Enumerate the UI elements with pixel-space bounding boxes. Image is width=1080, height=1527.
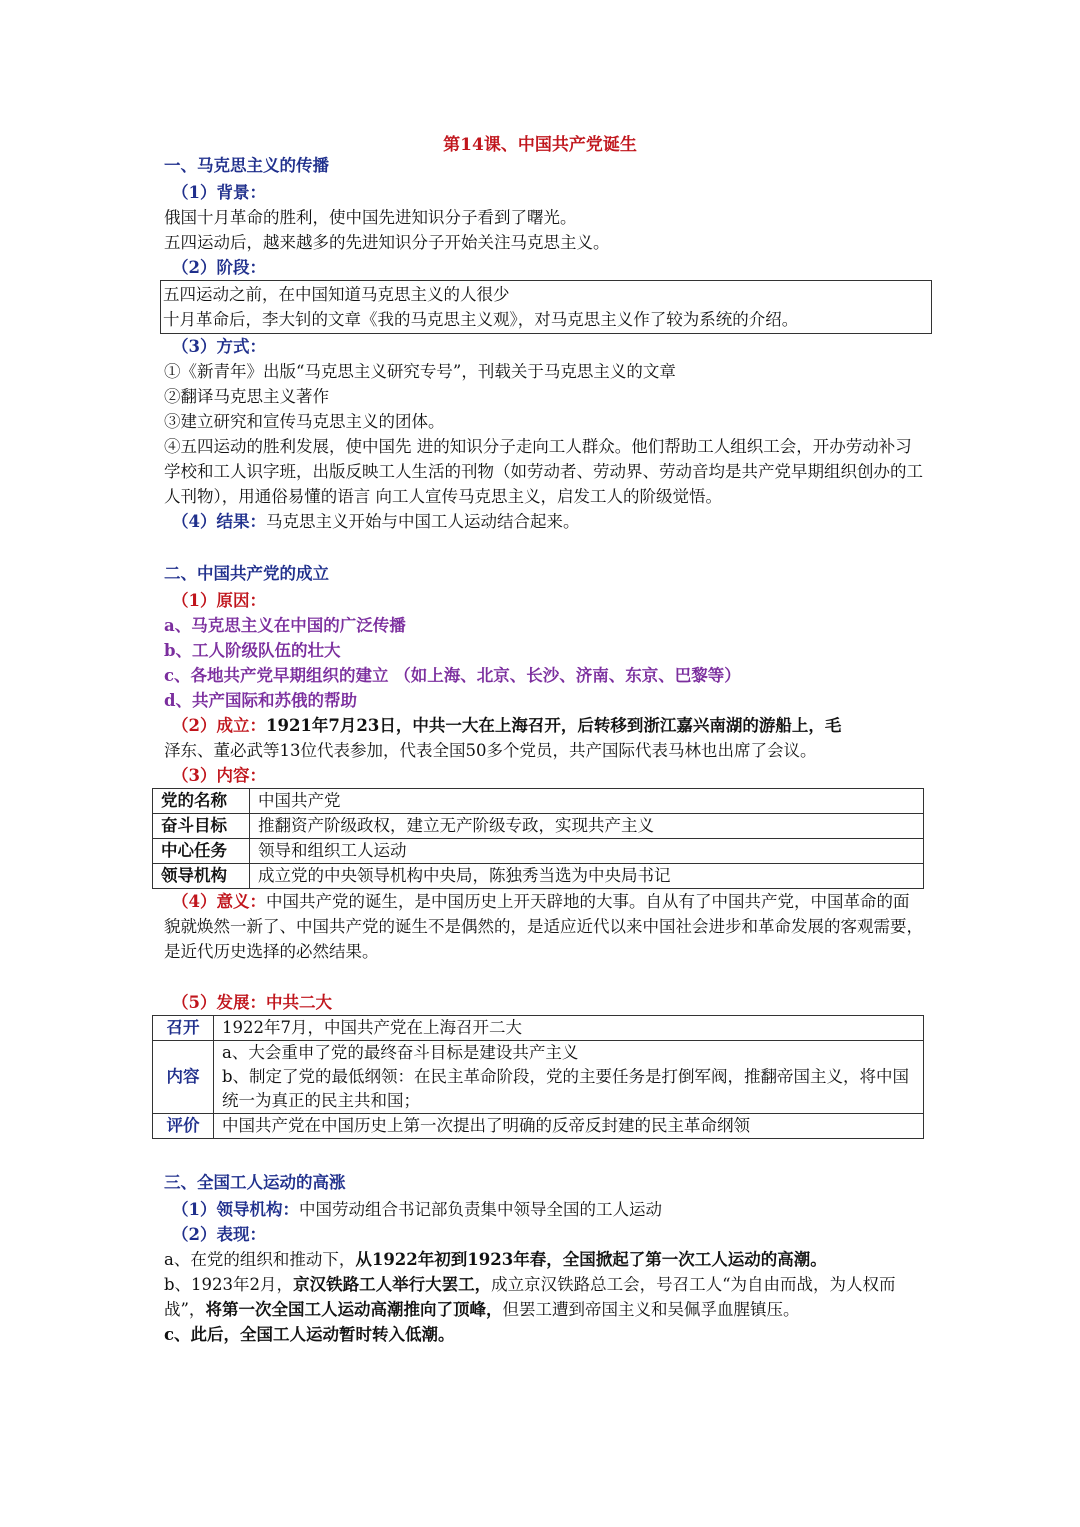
content-label: （3）内容： [172,766,266,785]
stage-box [160,280,932,334]
stage-line-1: 五四运动之前，在中国知道马克思主义的人很少 [163,285,510,304]
founding-line-1 [164,713,924,738]
stage-label: （2）阶段： [172,258,266,277]
result-line [164,509,924,534]
performance-a-bold: 从1922年初到1923年春，全国掀起了第一次工人运动的高潮。 [355,1250,827,1269]
leadership-line [164,1197,924,1222]
section-3-heading: 三、全国工人运动的高涨 [164,1173,346,1192]
table-key: 评价 [153,1114,214,1139]
table-key: 召开 [153,1016,214,1041]
reason-a: a、马克思主义在中国的广泛传播 [164,616,406,635]
table-row [153,864,924,889]
table-row [153,839,924,864]
reason-label: （1）原因： [172,591,266,610]
performance-b-bold-2: 将第一次全国工人运动高潮推向了顶峰， [205,1300,503,1319]
table-value: 领导和组织工人运动 [250,839,924,864]
leadership-text: 中国劳动组合书记部负责集中领导全国的工人运动 [298,1200,662,1219]
table-value: 1922年7月，中国共产党在上海召开二大 [214,1016,924,1041]
method-line-2: ②翻译马克思主义著作 [164,387,329,406]
table-value: 中国共产党在中国历史上第一次提出了明确的反帝反封建的民主革命纲领 [214,1114,924,1139]
stage-line-2: 十月革命后，李大钊的文章《我的马克思主义观》，对马克思主义作了较为系统的介绍。 [163,310,799,329]
second-congress-table [152,1015,924,1139]
performance-a-prefix: a、在党的组织和推动下， [164,1250,356,1269]
performance-b-middle: 成立京汉铁路总工会，号召工人“为自由而战，为人权而战”， [164,1275,896,1319]
meaning-label: （4）意义： [172,892,266,911]
table-key: 内容 [153,1041,214,1114]
reason-b: b、工人阶级队伍的壮大 [164,641,341,660]
document-body [161,152,924,1347]
section-1-heading: 一、马克思主义的传播 [164,156,329,175]
section-2-heading: 二、中国共产党的成立 [164,564,329,583]
table-row [153,1114,924,1139]
founding-label: （2）成立： [172,716,266,735]
founding-line-2: 泽东、董必武等13位代表参加，代表全国50多个党员，共产国际代表马林也出席了会议。 [164,741,817,760]
performance-a [164,1247,924,1272]
table-key: 领导机构 [153,864,250,889]
leadership-label: （1）领导机构： [172,1200,299,1219]
table-key: 党的名称 [153,789,250,814]
background-line-1: 俄国十月革命的胜利，使中国先进知识分子看到了曙光。 [164,208,577,227]
background-label: （1）背景： [172,183,266,202]
background-line-2: 五四运动后，越来越多的先进知识分子开始关注马克思主义。 [164,233,610,252]
founding-bold-text: 1921年7月23日，中共一大在上海召开，后转移到浙江嘉兴南湖的游船上，毛 [265,716,842,735]
development-label: （5）发展：中共二大 [172,993,332,1012]
reason-d: d、共产国际和苏俄的帮助 [164,691,358,710]
table-value [214,1041,924,1114]
content-item-a: a、大会重申了党的最终奋斗目标是建设共产主义 [222,1043,579,1062]
content-item-b: b、制定了党的最低纲领：在民主革命阶段，党的主要任务是打倒军阀，推翻帝国主义，将中国统一为真正的民主共和国； [222,1067,910,1110]
table-row [153,1041,924,1114]
party-info-table [152,788,924,889]
performance-b-prefix: b、1923年2月， [164,1275,294,1294]
table-row [153,814,924,839]
table-key: 奋斗目标 [153,814,250,839]
performance-c: c、此后，全国工人运动暂时转入低潮。 [164,1325,455,1344]
method-label: （3）方式： [172,337,266,356]
table-value: 成立党的中央领导机构中央局，陈独秀当选为中央局书记 [250,864,924,889]
method-line-3: ③建立研究和宣传马克思主义的团体。 [164,412,445,431]
meaning-paragraph [164,889,924,964]
method-paragraph-4: ④五四运动的胜利发展，使中国先 进的知识分子走向工人群众。他们帮助工人组织工会，开办劳动补习学校和工人识字班，出版反映工人生活的刊物（如劳动者、劳动界、劳动音均是共产党早期组织创办的工人刊物），用通俗易懂的语言 向工人宣传马克思主义，启发工人的阶级觉悟。 [164,437,923,506]
table-value: 推翻资产阶级政权，建立无产阶级专政，实现共产主义 [250,814,924,839]
lesson-title: 第14课、中国共产党诞生 [443,135,637,155]
table-row [153,1016,924,1041]
table-value: 中国共产党 [250,789,924,814]
performance-b-bold-1: 京汉铁路工人举行大罢工， [293,1275,492,1294]
table-row [153,789,924,814]
reason-c: c、各地共产党早期组织的建立 （如上海、北京、长沙、济南、东京、巴黎等） [164,666,741,685]
performance-b [164,1272,924,1322]
result-text: 马克思主义开始与中国工人运动结合起来。 [265,512,580,531]
result-label: （4）结果： [172,512,266,531]
method-line-1: ①《新青年》出版“马克思主义研究专号”，刊载关于马克思主义的文章 [164,362,676,381]
performance-label: （2）表现： [172,1225,266,1244]
performance-b-end: 但罢工遭到帝国主义和吴佩孚血腥镇压。 [502,1300,800,1319]
table-key: 中心任务 [153,839,250,864]
meaning-text: 中国共产党的诞生，是中国历史上开天辟地的大事。自从有了中国共产党，中国革命的面貌就焕然一新了、中国共产党的诞生不是偶然的，是适应近代以来中国社会进步和革命发展的客观需要，是近代历史选择的必然结果。 [164,892,923,961]
